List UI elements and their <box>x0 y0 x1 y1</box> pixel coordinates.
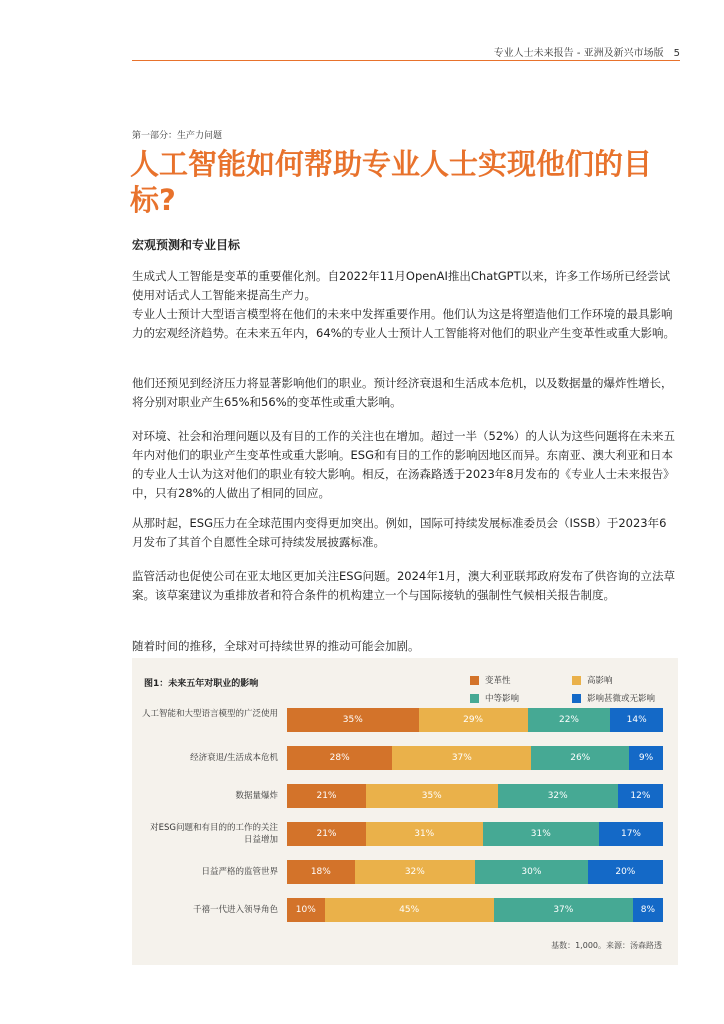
category-label: 数据量爆炸 <box>235 791 278 801</box>
bar-segment: 29% <box>419 708 528 732</box>
bar-segment: 9% <box>629 746 663 770</box>
bar-segment: 22% <box>528 708 611 732</box>
legend-item <box>572 692 655 704</box>
bar-segment: 18% <box>287 860 355 884</box>
bar-segment: 21% <box>287 784 366 808</box>
stacked-bar <box>287 822 663 846</box>
bar-segment: 45% <box>325 898 494 922</box>
bar-segment: 26% <box>531 746 629 770</box>
legend-swatch <box>572 676 581 685</box>
running-title: 专业人士未来报告 - 亚洲及新兴市场版 <box>493 48 664 59</box>
legend-swatch <box>470 676 479 685</box>
chart-title: 图1：未来五年对职业的影响 <box>144 679 259 689</box>
legend-label: 变革性 <box>485 676 511 686</box>
stacked-bar <box>287 746 663 770</box>
page-title: 人工智能如何帮助专业人士实现他们的目标? <box>130 147 653 217</box>
category-label: 对ESG问题和有目的的工作的关注日益增加 <box>150 823 278 845</box>
bar-segment: 37% <box>392 746 531 770</box>
bar-segment: 35% <box>287 708 419 732</box>
bar-segment: 21% <box>287 822 366 846</box>
stacked-bar <box>287 860 663 884</box>
category-label: 千禧一代进入领导角色 <box>192 905 278 915</box>
legend-label: 中等影响 <box>485 694 520 704</box>
bar-segment: 12% <box>618 784 663 808</box>
paragraph-2: 专业人士预计大型语言模型将在他们的未来中发挥重要作用。他们认为这是将塑造他们工作环境的最具影响力的宏观经济趋势。在未来五年内，64%的专业人士预计人工智能将对他们的职业产生变革性或重大影响。 <box>132 307 676 340</box>
header-rule <box>132 60 680 61</box>
subheading: 宏观预测和专业目标 <box>132 238 241 252</box>
paragraph-5: 从那时起，ESG压力在全球范围内变得更加突出。例如，国际可持续发展标准委员会（ISSB）于2023年6月发布了其首个自愿性全球可持续发展披露标准。 <box>132 516 667 549</box>
legend-item <box>572 674 613 686</box>
paragraph-3: 他们还预见到经济压力将显著影响他们的职业。预计经济衰退和生活成本危机，以及数据量的爆炸性增长，将分别对职业产生65%和56%的变革性或重大影响。 <box>132 376 673 409</box>
page-number: 5 <box>673 48 680 59</box>
section-label: 第一部分：生产力问题 <box>132 131 223 141</box>
category-label: 日益严格的监管世界 <box>201 867 278 877</box>
stacked-bar <box>287 898 663 922</box>
chart-source: 基数：1,000。来源：汤森路透 <box>551 941 662 950</box>
bar-segment: 31% <box>483 822 600 846</box>
bar-segment: 35% <box>366 784 498 808</box>
bar-segment: 30% <box>475 860 588 884</box>
legend-label: 高影响 <box>587 676 613 686</box>
bar-segment: 28% <box>287 746 392 770</box>
legend-label: 影响甚微或无影响 <box>587 694 656 704</box>
stacked-bar <box>287 708 663 732</box>
legend-item <box>470 674 511 686</box>
bar-segment: 14% <box>610 708 663 732</box>
paragraph-4: 对环境、社会和治理问题以及有目的工作的关注也在增加。超过一半（52%）的人认为这些问题将在未来五年内对他们的职业产生变革性或重大影响。ESG和有目的工作的影响因地区而异。东南亚、澳大利亚和日本的专业人士认为这对他们的职业有较大影响。相反，在汤森路透于2023年8月发布的《专业人士未来报告》中，只有28%的人做出了相同的回应。 <box>132 429 676 500</box>
paragraph-6: 监管活动也促使公司在亚太地区更加关注ESG问题。2024年1月，澳大利亚联邦政府发布了供咨询的立法草案。该草案建议为重排放者和符合条件的机构建立一个与国际接轨的强制性气候相关报告制度。 <box>132 569 676 602</box>
bar-segment: 32% <box>355 860 475 884</box>
bar-segment: 31% <box>366 822 483 846</box>
bar-segment: 32% <box>498 784 618 808</box>
paragraph-7: 随着时间的推移，全球对可持续世界的推动可能会加剧。 <box>132 639 420 653</box>
bar-segment: 8% <box>633 898 663 922</box>
legend-swatch <box>470 694 479 703</box>
category-label: 经济衰退/生活成本危机 <box>190 753 278 763</box>
stacked-bar <box>287 784 663 808</box>
category-label: 人工智能和大型语言模型的广泛使用 <box>142 709 279 719</box>
impact-chart <box>132 658 678 965</box>
running-header <box>494 44 680 59</box>
legend-item <box>470 692 519 704</box>
bar-segment: 10% <box>287 898 325 922</box>
bar-segment: 17% <box>599 822 663 846</box>
bar-segment: 37% <box>494 898 633 922</box>
legend-swatch <box>572 694 581 703</box>
paragraph-1: 生成式人工智能是变革的重要催化剂。自2022年11月OpenAI推出ChatGPT以来，许多工作场所已经尝试使用对话式人工智能来提高生产力。 <box>132 269 671 302</box>
bar-segment: 20% <box>588 860 663 884</box>
